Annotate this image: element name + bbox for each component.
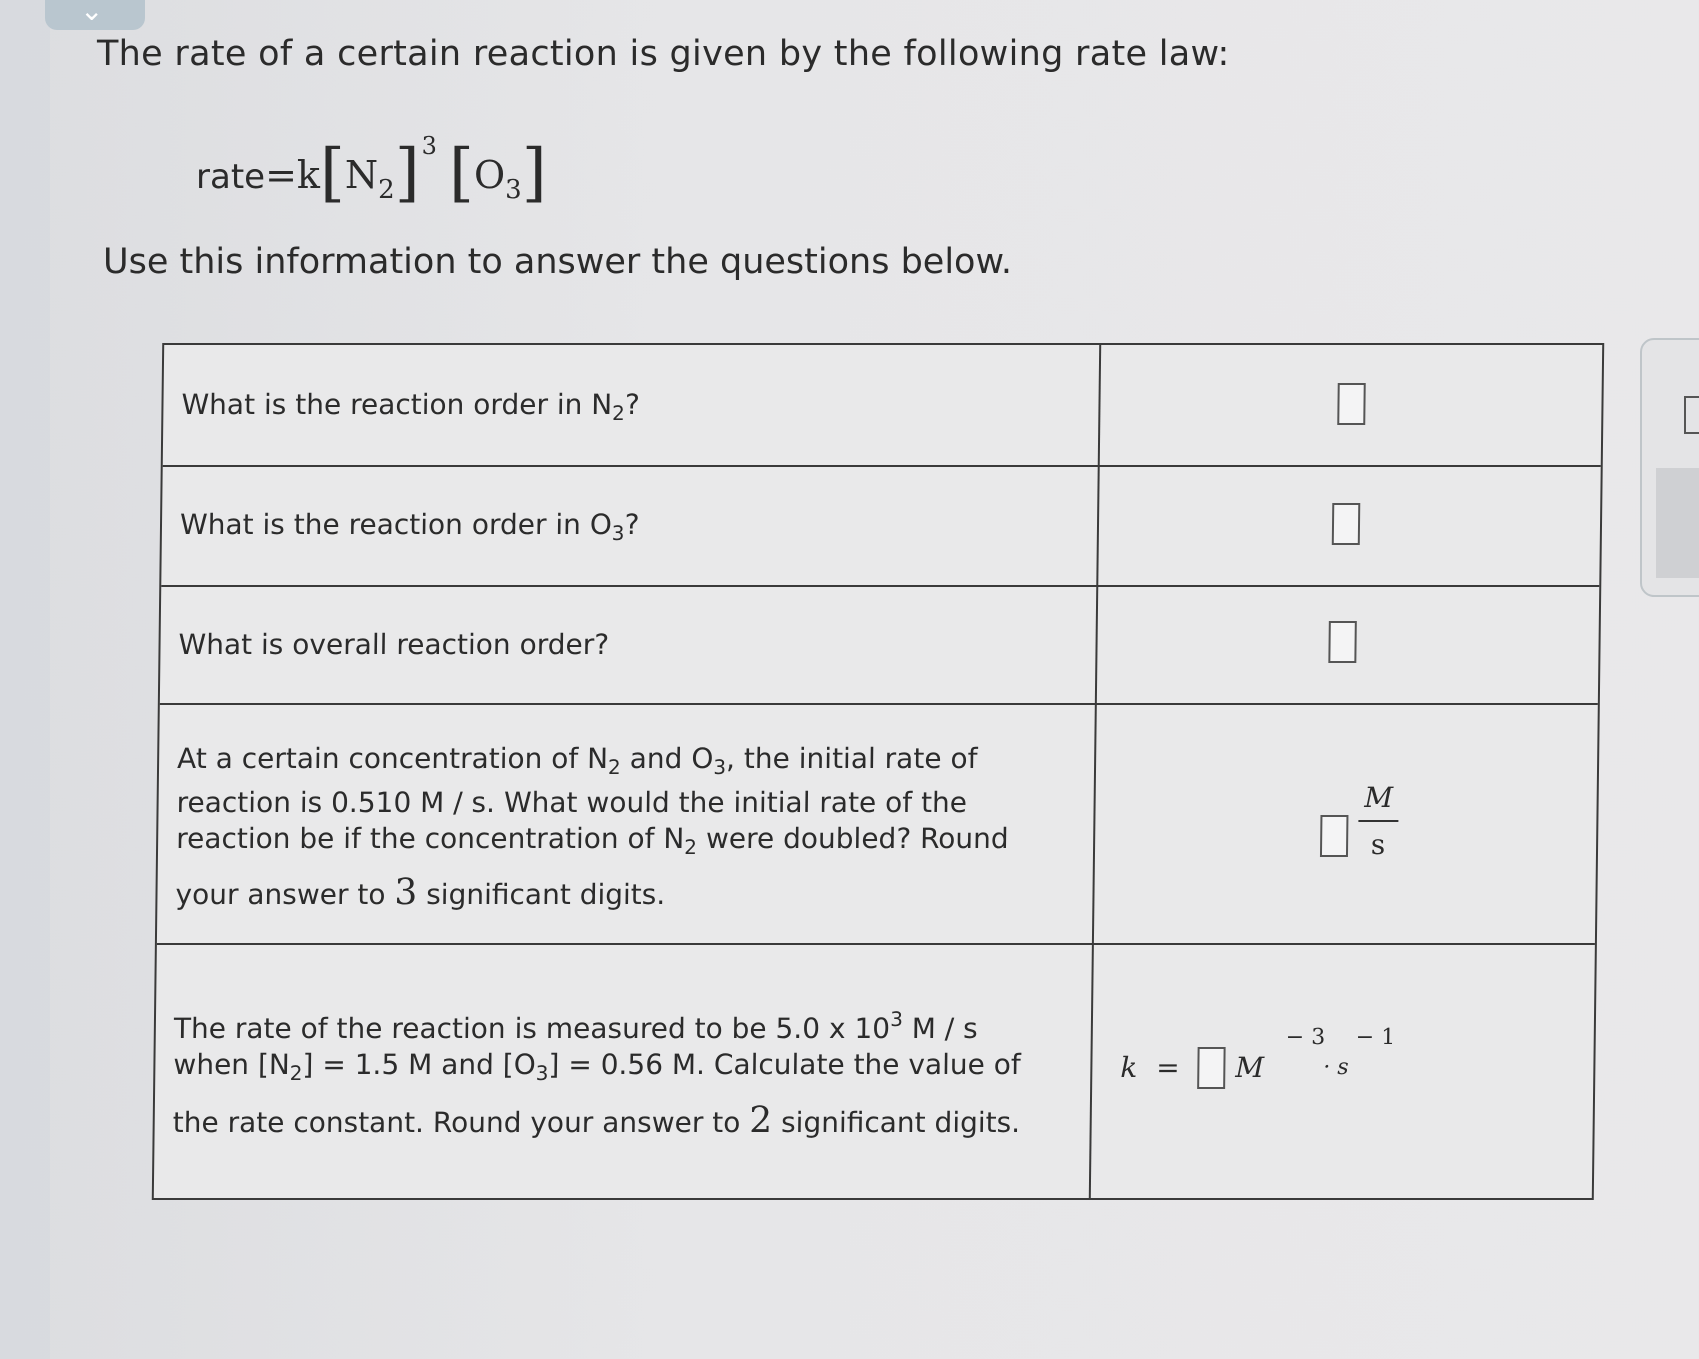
unit-dot-s: · s xyxy=(1323,1055,1349,1080)
answer-input-order-n2[interactable] xyxy=(1337,383,1366,425)
table-row xyxy=(163,345,1602,467)
rate-constant-expression: k = xyxy=(1120,1051,1180,1084)
question-order-o3: What is the reaction order in $O_3$? xyxy=(179,508,640,545)
left-shadow xyxy=(0,0,50,1359)
question-doubled-rate: At a certain concentration of $N_2$ and $O_3$, the initial rate of reaction is 0.510 M / s. What would the initial rate of the reaction be if the concentration of $N_2$ were doubled? Round your answer to 3 significant digits. xyxy=(175,742,1009,913)
side-box-icon xyxy=(1684,396,1699,434)
chevron-down-icon: ⌄ xyxy=(80,0,104,27)
question-overall-order: What is overall reaction order? xyxy=(178,628,610,661)
answer-input-rate-constant[interactable] xyxy=(1197,1047,1226,1089)
answer-input-order-o3[interactable] xyxy=(1332,503,1361,545)
answer-input-doubled-rate[interactable] xyxy=(1320,815,1349,857)
unit-m-per-s: M s xyxy=(1358,781,1399,861)
question-order-n2: What is the reaction order in $N_2$? xyxy=(181,388,641,425)
collapse-tab[interactable] xyxy=(45,0,145,30)
rate-constant-units: M xyxy=(1235,1051,1265,1084)
question-table xyxy=(152,343,1604,1200)
table-row xyxy=(157,703,1598,945)
unit-exponent-s: − 1 xyxy=(1355,1025,1396,1050)
table-row xyxy=(161,465,1600,587)
rate-law-formula: $rate=k[N_2]^3$ $[O_3]$ xyxy=(196,132,547,210)
side-panel-section xyxy=(1656,468,1699,578)
question-rate-constant: The rate of the reaction is measured to be 5.0 x $10^3$ M / s when $[N_2] = 1.5$ M and $[O_3] = 0.56$ M. Calculate the value of the rate constant. Round your answer to 2 significant digits. xyxy=(172,1007,1021,1141)
answer-input-overall-order[interactable] xyxy=(1328,621,1357,663)
table-row xyxy=(160,585,1599,705)
unit-exponent-m: − 3 xyxy=(1285,1025,1326,1050)
problem-heading: The rate of a certain reaction is given by the following rate law: xyxy=(97,34,1230,74)
instruction-text: Use this information to answer the questions below. xyxy=(103,242,1012,282)
side-toolbar[interactable] xyxy=(1640,338,1699,597)
table-row xyxy=(154,943,1595,1198)
